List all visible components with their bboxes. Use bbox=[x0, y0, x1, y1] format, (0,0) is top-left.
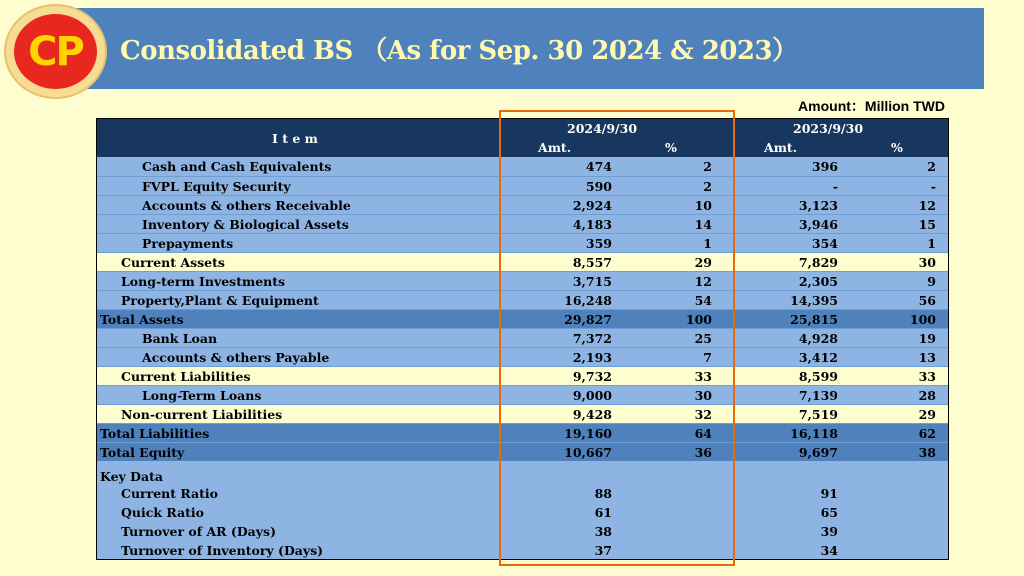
row-label: Long-Term Loans bbox=[142, 388, 262, 403]
amount-2024: 590 bbox=[585, 179, 612, 194]
percent-2024: 25 bbox=[694, 331, 712, 346]
key-value-2024: 37 bbox=[594, 543, 612, 558]
row-label: Total Equity bbox=[100, 445, 185, 460]
table-row bbox=[97, 176, 948, 196]
amt-header-2024: Amt. bbox=[538, 140, 572, 155]
pct-header-2023: % bbox=[891, 140, 903, 155]
amount-2024: 3,715 bbox=[572, 274, 612, 289]
table-row bbox=[97, 347, 948, 367]
percent-2023: - bbox=[930, 179, 936, 194]
percent-2023: 33 bbox=[918, 369, 936, 384]
key-value-2023: 65 bbox=[820, 505, 838, 520]
amount-2023: 25,815 bbox=[790, 312, 838, 327]
percent-2023: 62 bbox=[918, 426, 936, 441]
key-value-2024: 38 bbox=[594, 524, 612, 539]
percent-2024: 30 bbox=[694, 388, 712, 403]
percent-2023: 28 bbox=[918, 388, 936, 403]
row-label: Current Liabilities bbox=[121, 369, 251, 384]
table-row bbox=[97, 328, 948, 348]
key-data-row bbox=[97, 503, 948, 522]
percent-2023: 29 bbox=[918, 407, 936, 422]
amount-2023: 3,412 bbox=[798, 350, 838, 365]
percent-2023: 9 bbox=[927, 274, 936, 289]
key-data-label: Current Ratio bbox=[121, 486, 219, 501]
amount-2024: 4,183 bbox=[572, 217, 612, 232]
table-row bbox=[97, 214, 948, 234]
amount-2023: 7,519 bbox=[798, 407, 838, 422]
key-value-2024: 61 bbox=[594, 505, 612, 520]
key-value-2023: 39 bbox=[820, 524, 838, 539]
table-row bbox=[97, 366, 948, 386]
amount-2024: 2,924 bbox=[572, 198, 612, 213]
table-row bbox=[97, 195, 948, 215]
period-2023-header: 2023/9/30 bbox=[793, 121, 864, 136]
amount-2024: 9,732 bbox=[572, 369, 612, 384]
percent-2024: 54 bbox=[694, 293, 712, 308]
percent-2023: 19 bbox=[918, 331, 936, 346]
amount-2023: 14,395 bbox=[790, 293, 838, 308]
percent-2024: 2 bbox=[703, 179, 712, 194]
page-title: Consolidated BS （As for Sep. 30 2024 & 2023） bbox=[120, 36, 798, 66]
percent-2024: 29 bbox=[694, 255, 712, 270]
key-data-label: Quick Ratio bbox=[121, 505, 204, 520]
amount-2023: 2,305 bbox=[798, 274, 838, 289]
row-label: Prepayments bbox=[142, 236, 234, 251]
percent-2024: 2 bbox=[703, 159, 712, 174]
percent-2024: 64 bbox=[694, 426, 712, 441]
row-label: FVPL Equity Security bbox=[142, 179, 291, 194]
period-2024-header: 2024/9/30 bbox=[567, 121, 638, 136]
percent-2023: 38 bbox=[918, 445, 936, 460]
percent-2023: 100 bbox=[909, 312, 936, 327]
row-label: Non-current Liabilities bbox=[121, 407, 283, 422]
percent-2023: 1 bbox=[927, 236, 936, 251]
table-row bbox=[97, 385, 948, 405]
row-label: Current Assets bbox=[121, 255, 225, 270]
amount-2024: 359 bbox=[585, 236, 612, 251]
table-row bbox=[97, 290, 948, 310]
table-row bbox=[97, 423, 948, 443]
pct-header-2024: % bbox=[665, 140, 677, 155]
row-label: Inventory & Biological Assets bbox=[142, 217, 349, 232]
amount-2024: 10,667 bbox=[564, 445, 612, 460]
key-data-label: Turnover of Inventory (Days) bbox=[121, 543, 324, 558]
table-row bbox=[97, 271, 948, 291]
percent-2024: 33 bbox=[694, 369, 712, 384]
percent-2024: 10 bbox=[694, 198, 712, 213]
amount-2024: 9,428 bbox=[572, 407, 612, 422]
amount-2024: 8,557 bbox=[572, 255, 612, 270]
row-label: Total Liabilities bbox=[100, 426, 210, 441]
table-row bbox=[97, 157, 948, 176]
cp-logo bbox=[4, 4, 107, 99]
percent-2024: 12 bbox=[694, 274, 712, 289]
key-data-heading: Key Data bbox=[100, 469, 163, 484]
amount-2023: 3,946 bbox=[798, 217, 838, 232]
percent-2023: 13 bbox=[918, 350, 936, 365]
amount-2023: - bbox=[832, 179, 838, 194]
logo-text: CP bbox=[14, 14, 97, 89]
amount-2023: 7,139 bbox=[798, 388, 838, 403]
percent-2024: 32 bbox=[694, 407, 712, 422]
percent-2023: 30 bbox=[918, 255, 936, 270]
table-row bbox=[97, 233, 948, 253]
percent-2024: 100 bbox=[685, 312, 712, 327]
amount-2024: 2,193 bbox=[572, 350, 612, 365]
row-label: Accounts & others Receivable bbox=[142, 198, 351, 213]
key-data-label: Turnover of AR (Days) bbox=[121, 524, 276, 539]
amount-2023: 16,118 bbox=[790, 426, 838, 441]
row-label: Cash and Cash Equivalents bbox=[142, 159, 332, 174]
row-label: Property,Plant & Equipment bbox=[121, 293, 319, 308]
balance-sheet-table bbox=[96, 118, 949, 560]
amount-2023: 7,829 bbox=[798, 255, 838, 270]
table-row bbox=[97, 404, 948, 424]
table-row bbox=[97, 442, 948, 462]
amount-2023: 354 bbox=[811, 236, 838, 251]
key-data-section bbox=[97, 461, 948, 560]
percent-2023: 2 bbox=[927, 159, 936, 174]
percent-2024: 7 bbox=[703, 350, 712, 365]
key-data-row bbox=[97, 541, 948, 560]
row-label: Total Assets bbox=[100, 312, 184, 327]
amt-header-2023: Amt. bbox=[764, 140, 798, 155]
row-label: Long-term Investments bbox=[121, 274, 286, 289]
amount-2023: 9,697 bbox=[798, 445, 838, 460]
key-value-2023: 34 bbox=[820, 543, 838, 558]
percent-2023: 56 bbox=[918, 293, 936, 308]
amount-2024: 474 bbox=[585, 159, 612, 174]
table-row bbox=[97, 309, 948, 329]
amount-2024: 9,000 bbox=[572, 388, 612, 403]
amount-2024: 19,160 bbox=[564, 426, 612, 441]
table-header bbox=[97, 119, 948, 157]
row-label: Bank Loan bbox=[142, 331, 218, 346]
amount-2024: 16,248 bbox=[564, 293, 612, 308]
amount-2023: 3,123 bbox=[798, 198, 838, 213]
percent-2024: 14 bbox=[694, 217, 712, 232]
amount-2023: 8,599 bbox=[798, 369, 838, 384]
percent-2024: 1 bbox=[703, 236, 712, 251]
percent-2024: 36 bbox=[694, 445, 712, 460]
amount-2023: 396 bbox=[811, 159, 838, 174]
table-row bbox=[97, 252, 948, 272]
key-data-row bbox=[97, 484, 948, 503]
key-value-2024: 88 bbox=[594, 486, 612, 501]
item-header: I t e m bbox=[272, 131, 318, 146]
row-label: Accounts & others Payable bbox=[142, 350, 330, 365]
percent-2023: 12 bbox=[918, 198, 936, 213]
amount-2024: 7,372 bbox=[572, 331, 612, 346]
amount-unit-note: Amount：Million TWD bbox=[798, 98, 945, 114]
amount-2023: 4,928 bbox=[798, 331, 838, 346]
key-value-2023: 91 bbox=[820, 486, 838, 501]
percent-2023: 15 bbox=[918, 217, 936, 232]
key-data-row bbox=[97, 522, 948, 541]
amount-2024: 29,827 bbox=[564, 312, 612, 327]
